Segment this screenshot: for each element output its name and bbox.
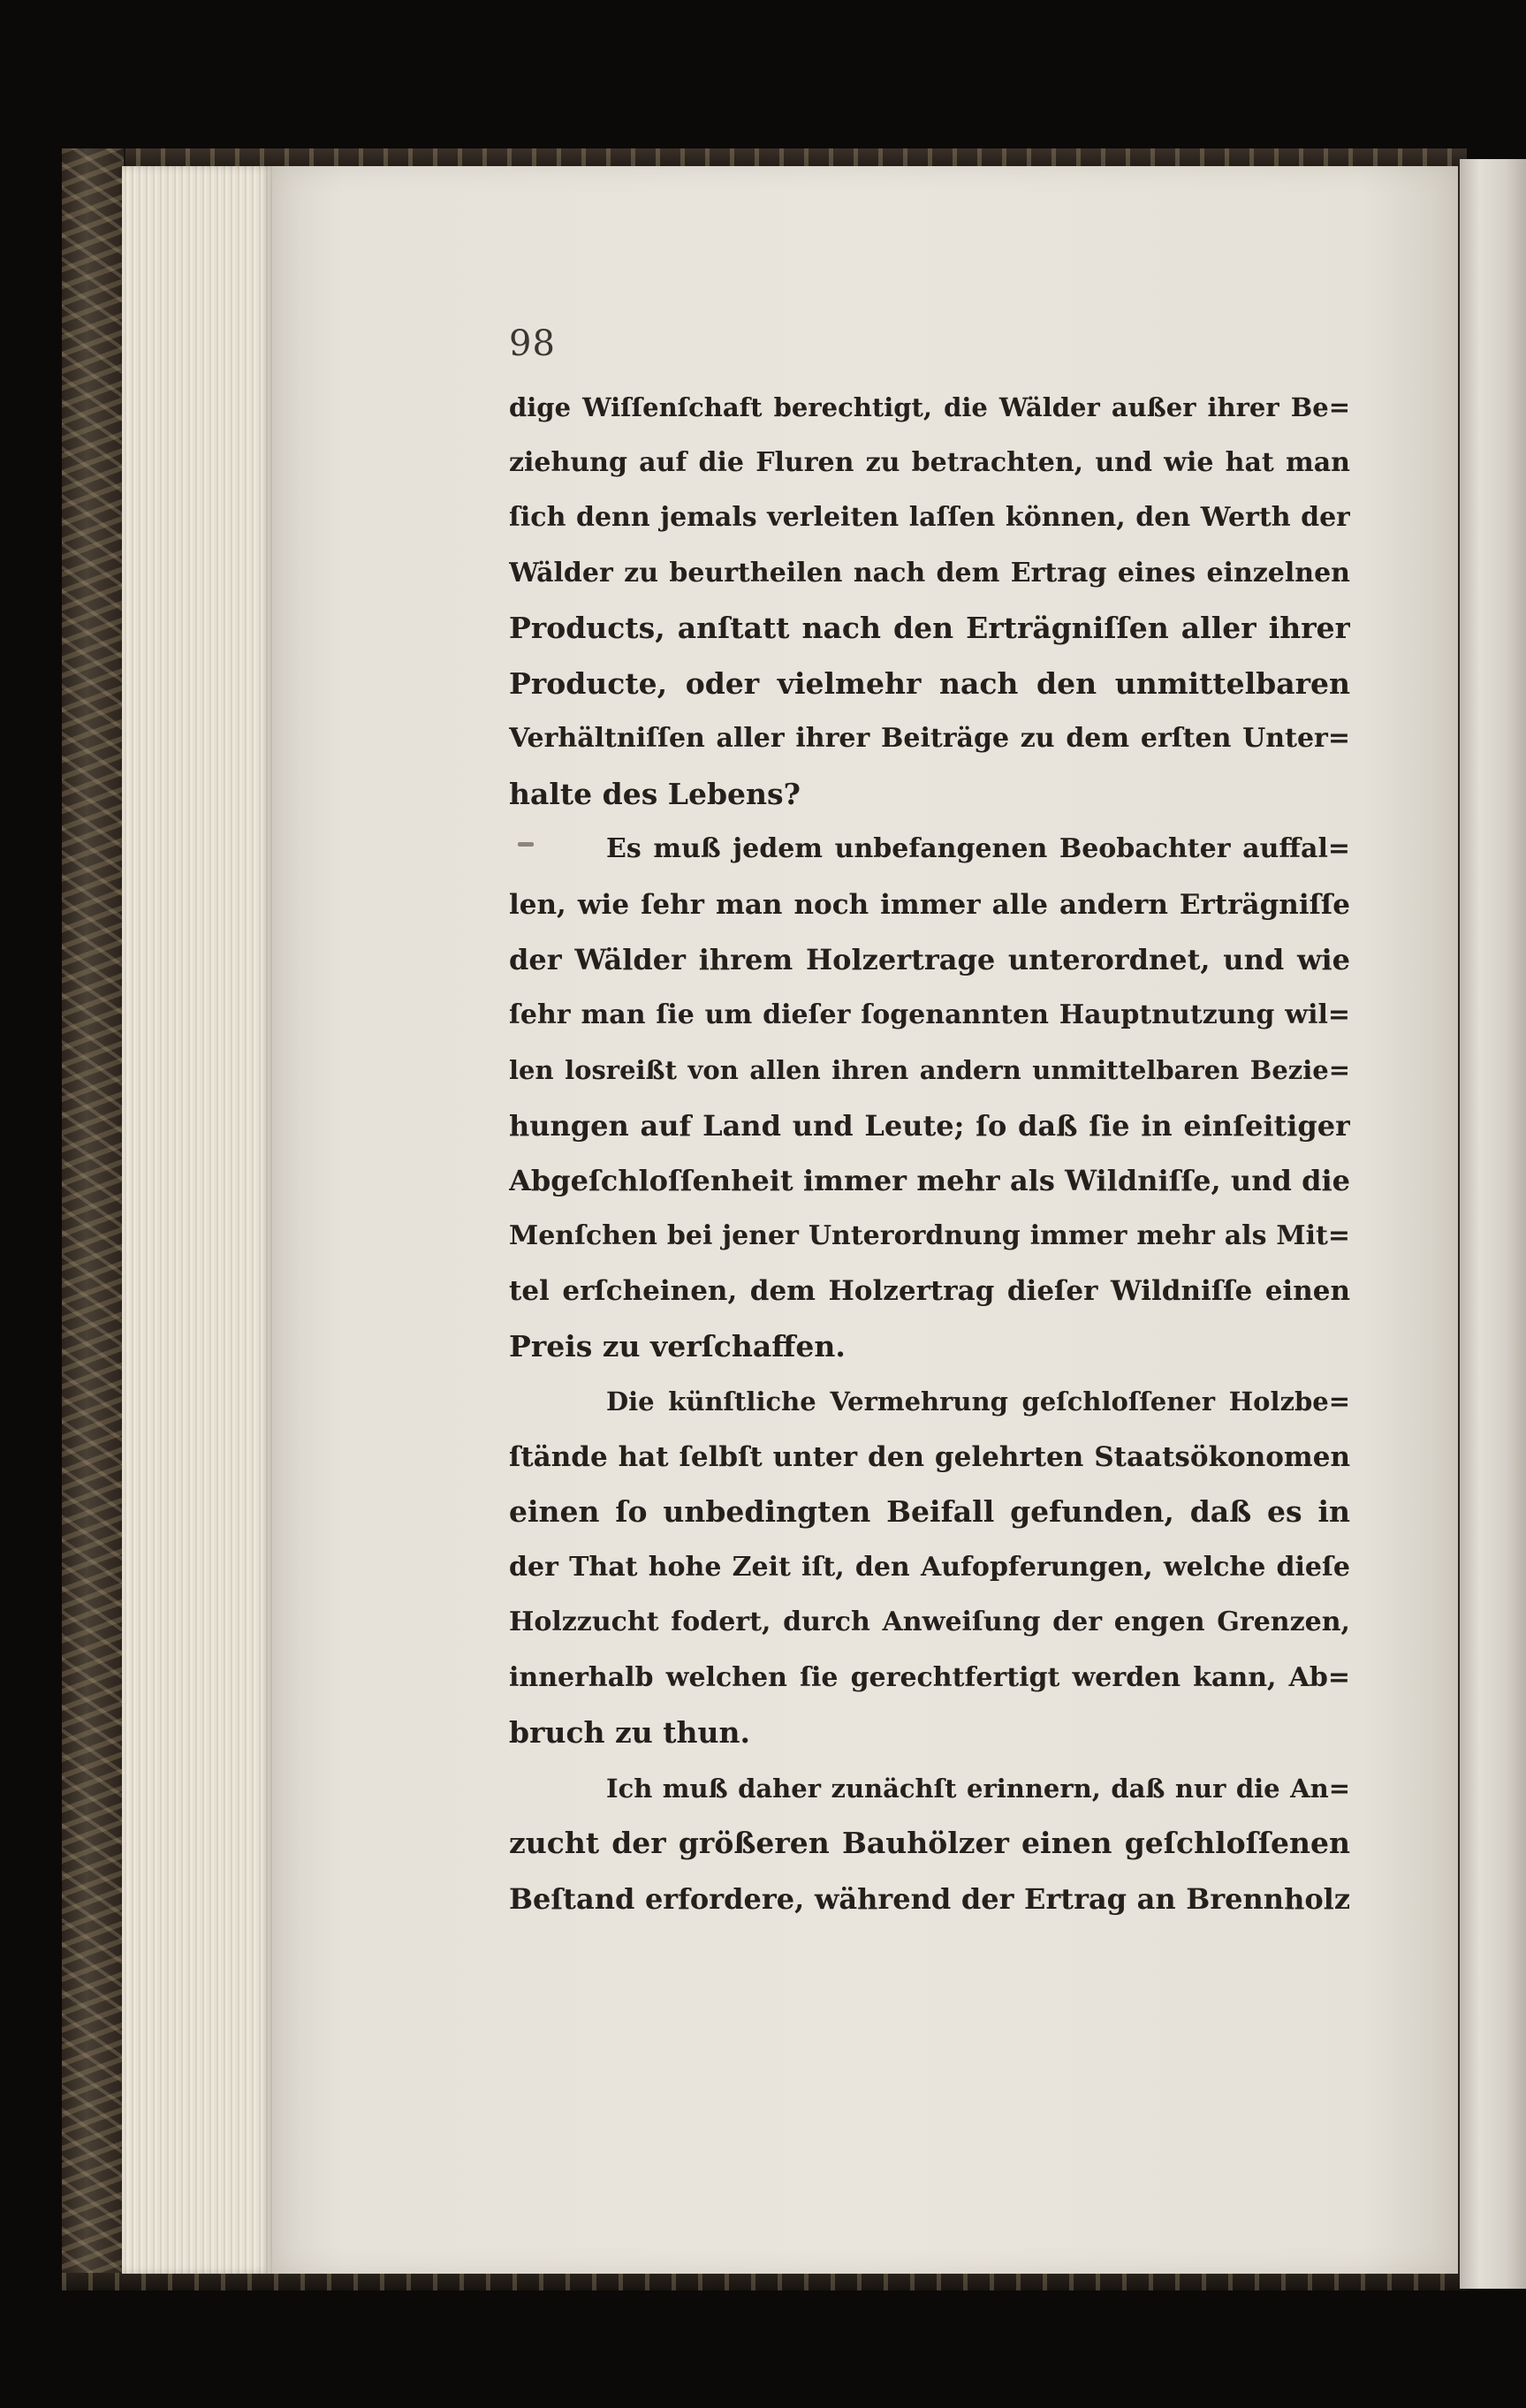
text-line: Products, anſtatt nach den Erträgniſſen aller ihrer [509, 611, 1350, 645]
book-cover-bottom-edge [62, 2273, 1467, 2290]
page-edges [122, 166, 272, 2274]
text-line: der Wälder ihrem Holzertrage unterordnet, und wie [509, 943, 1350, 976]
text-line: bruch zu thun. [509, 1715, 750, 1750]
paragraph [509, 1374, 1350, 1761]
text-line: der That hohe Zeit iſt, den Aufopferungen, welche dieſe [509, 1551, 1350, 1583]
text-line: ſtände hat ſelbſt unter den gelehrten Staatsökonomen [509, 1440, 1350, 1473]
text-line: len, wie ſehr man noch immer alle andern Erträgniſſe [509, 888, 1350, 921]
paragraph [509, 822, 1350, 1374]
text-line: dige Wiſſenſchaft berechtigt, die Wälder außer ihrer Be= [509, 392, 1350, 422]
text-line: halte des Lebens? [509, 776, 801, 811]
text-line: Abgeſchloſſenheit immer mehr als Wildniſſe, und die [509, 1164, 1350, 1197]
text-line: Die künſtliche Vermehrung geſchloſſener Holzbe= [606, 1386, 1350, 1417]
book-cover-top-edge [62, 148, 1467, 168]
text-line: ſehr man ſie um dieſer ſogenannten Hauptnutzung wil= [509, 999, 1350, 1030]
paragraph [509, 1761, 1350, 1927]
text-line: Wälder zu beurtheilen nach dem Ertrag eines einzelnen [509, 557, 1350, 589]
text-line: hungen auf Land und Leute; ſo daß ſie in einſeitiger [509, 1108, 1350, 1143]
text-line: ziehung auf die Fluren zu betrachten, und wie hat man [509, 446, 1350, 478]
page-body-text [509, 380, 1350, 1926]
text-line: len losreißt von allen ihren andern unmittelbaren Bezie= [509, 1055, 1350, 1085]
text-line: zucht der größeren Bauhölzer einen geſchloſſenen [509, 1826, 1350, 1860]
text-line: Verhältniſſen aller ihrer Beiträge zu dem erſten Unter= [509, 723, 1350, 754]
text-line: einen ſo unbedingten Beifall gefunden, daß es in [509, 1494, 1350, 1529]
text-line: Menſchen bei jener Unterordnung immer mehr als Mit= [509, 1219, 1350, 1251]
text-line: tel erſcheinen, dem Holzertrag dieſer Wildniſſe einen [509, 1275, 1350, 1307]
text-line: Es muß jedem unbefangenen Beobachter auffal= [606, 833, 1350, 864]
text-line: Preis zu verſchaffen. [509, 1328, 846, 1364]
text-line: innerhalb welchen ſie gerechtfertigt werden kann, Ab= [509, 1661, 1350, 1693]
text-line: ſich denn jemals verleiten laſſen können, den Werth der [509, 502, 1350, 533]
facing-page-edge [1460, 159, 1526, 2289]
page-number: 98 [509, 323, 556, 364]
marbled-book-cover [62, 148, 125, 2278]
text-line: Beſtand erfordere, während der Ertrag an Brennholz [509, 1881, 1350, 1916]
text-line: Ich muß daher zunächſt erinnern, daß nur die An= [606, 1773, 1350, 1804]
text-line: Producte, oder vielmehr nach den unmittelbaren [509, 665, 1350, 701]
paragraph [509, 380, 1350, 822]
text-line: Holzzucht fodert, durch Anweiſung der engen Grenzen, [509, 1607, 1350, 1637]
